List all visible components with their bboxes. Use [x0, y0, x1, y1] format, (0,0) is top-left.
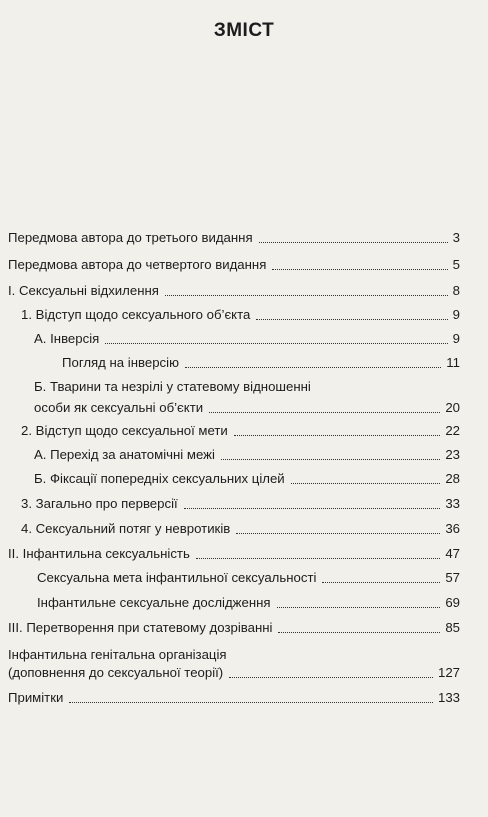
toc-page-number: 133: [437, 690, 460, 705]
dot-leader: [277, 607, 441, 608]
dot-leader: [185, 367, 441, 368]
toc-entry-label: I. Сексуальні відхилення: [8, 283, 159, 298]
toc-entry-label-line1: Б. Тварини та незрілі у статевому відношенні: [34, 379, 311, 394]
dot-leader: [259, 242, 448, 243]
toc-entry-section-1-3[interactable]: [21, 496, 460, 512]
toc-page-number: 28: [445, 471, 460, 486]
toc-entry-label: Б. Фіксації попередніх сексуальних цілей: [34, 471, 285, 486]
toc-entry-label: 1. Відступ щодо сексуального об’єкта: [21, 307, 251, 322]
page-title: ЗМІСТ: [213, 20, 275, 41]
toc-entry-section-1-4[interactable]: [21, 521, 460, 537]
toc-entry-label: Передмова автора до четвертого видання: [8, 257, 267, 272]
toc-page-number: 9: [452, 307, 460, 322]
toc-entry-label: 4. Сексуальний потяг у невротиків: [21, 521, 231, 536]
toc-entry-foreword-third-edition[interactable]: [8, 230, 460, 246]
toc-entry-section-1-2-a[interactable]: [34, 447, 460, 463]
dot-leader: [272, 269, 447, 270]
toc-entry-label: II. Інфантильна сексуальність: [8, 546, 190, 561]
toc-page-number: 57: [445, 570, 460, 585]
dot-leader: [278, 632, 440, 633]
toc-entry-part-3[interactable]: [8, 620, 460, 636]
toc-entry-section-1-1-a[interactable]: [34, 331, 460, 347]
dot-leader: [256, 319, 447, 320]
toc-page-number: 33: [445, 496, 460, 511]
toc-page-number: 9: [452, 331, 460, 346]
toc-page-number: 85: [445, 620, 460, 635]
toc-entry-part-2-aim[interactable]: [37, 570, 460, 586]
toc-entry-label-line2: (доповнення до сексуальної теорії): [8, 665, 224, 680]
dot-leader: [236, 533, 440, 534]
dot-leader: [229, 677, 433, 678]
dot-leader: [291, 483, 441, 484]
toc-entry-label-line2: особи як сексуальні об’єкти: [34, 400, 204, 415]
toc-entry-section-1-1[interactable]: [21, 307, 460, 323]
toc-entry-label: Сексуальна мета інфантильної сексуальності: [37, 570, 317, 585]
toc-page-number: 8: [452, 283, 460, 298]
dot-leader: [196, 558, 441, 559]
dot-leader: [184, 508, 441, 509]
dot-leader: [221, 459, 440, 460]
toc-entry-label: 2. Відступ щодо сексуальної мети: [21, 423, 228, 438]
toc-entry-label-line1: Інфантильна генітальна організація: [8, 647, 227, 662]
toc-entry-label: Примітки: [8, 690, 64, 705]
toc-page-number: 20: [445, 400, 460, 415]
toc-entry-part-1[interactable]: [8, 283, 460, 299]
toc-page-number: 23: [445, 447, 460, 462]
toc-entry-part-2[interactable]: [8, 546, 460, 562]
dot-leader: [209, 412, 440, 413]
toc-entry-label: 3. Загально про перверсії: [21, 496, 178, 511]
dot-leader: [234, 435, 441, 436]
toc-entry-label: А. Інверсія: [34, 331, 100, 346]
toc-page-number: 127: [437, 665, 460, 680]
toc-entry-label: Передмова автора до третього видання: [8, 230, 253, 245]
toc-entry-section-1-2-b[interactable]: [34, 471, 460, 487]
toc-entry-part-2-research[interactable]: [37, 595, 460, 611]
dot-leader: [105, 343, 447, 344]
toc-page-number: 5: [452, 257, 460, 272]
toc-page-number: 36: [445, 521, 460, 536]
dot-leader: [322, 582, 440, 583]
toc-entry-foreword-fourth-edition[interactable]: [8, 257, 460, 273]
toc-entry-label: Інфантильне сексуальне дослідження: [37, 595, 271, 610]
toc-page-number: 47: [445, 546, 460, 561]
dot-leader: [69, 702, 433, 703]
toc-page-number: 22: [445, 423, 460, 438]
toc-entry-notes[interactable]: [8, 690, 460, 706]
toc-page-number: 69: [445, 595, 460, 610]
toc-entry-label: А. Перехід за анатомічні межі: [34, 447, 215, 462]
dot-leader: [165, 295, 448, 296]
toc-entry-section-1-1-b[interactable]: [34, 379, 460, 416]
toc-page-number: 3: [452, 230, 460, 245]
toc-entry-section-1-2[interactable]: [21, 423, 460, 439]
toc-entry-label: Погляд на інверсію: [62, 355, 179, 370]
toc-entry-infantile-genital-organization[interactable]: [8, 647, 460, 681]
toc-page-number: 11: [446, 355, 460, 370]
toc-entry-label: III. Перетворення при статевому дозріванні: [8, 620, 273, 635]
toc-entry-section-1-1-a-view[interactable]: [62, 355, 460, 371]
